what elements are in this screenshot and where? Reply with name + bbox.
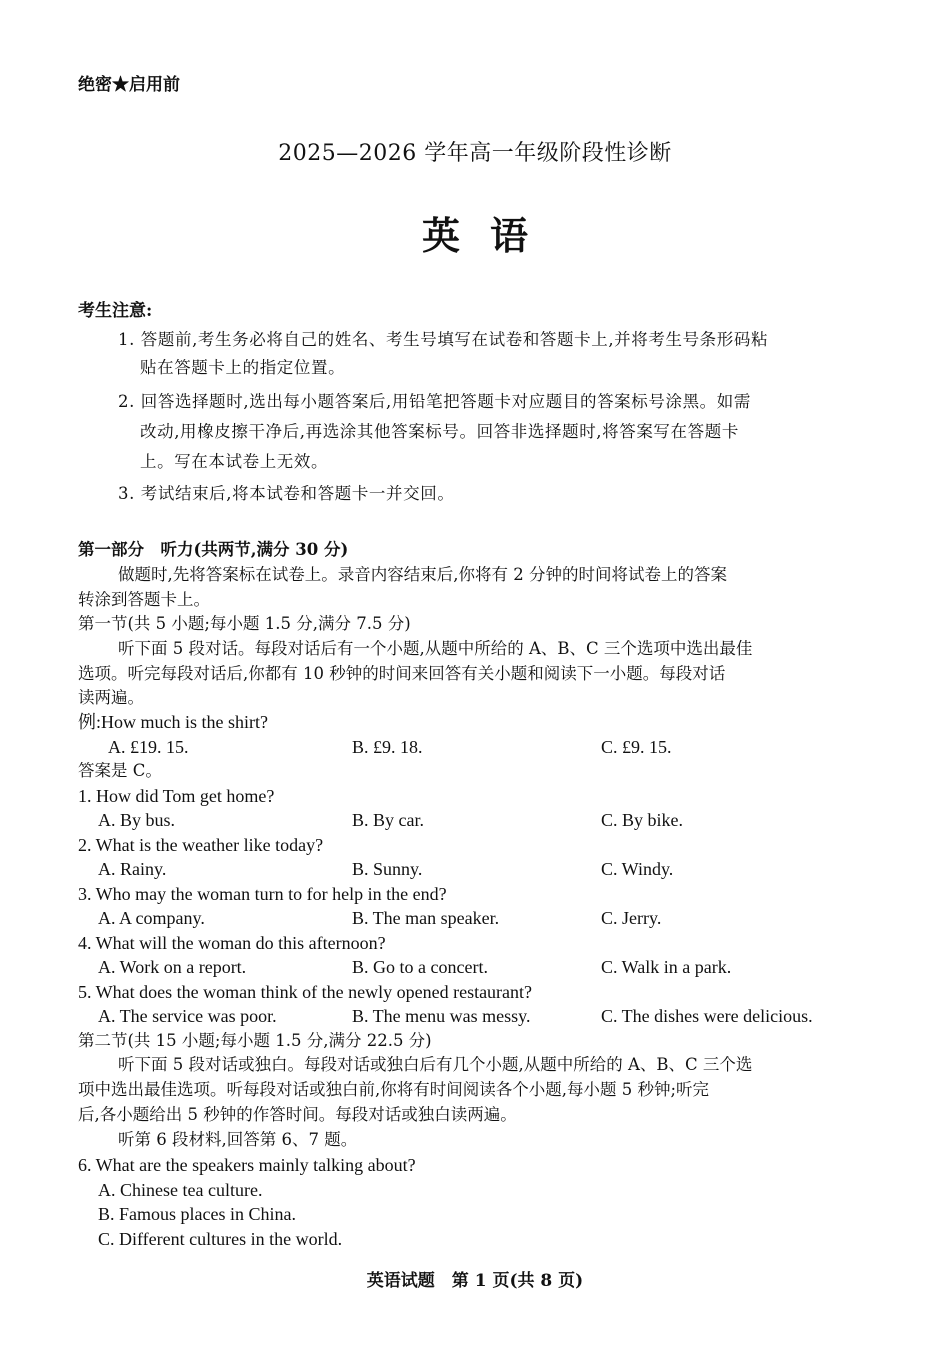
section1-instructions-cont2: 读两遍。 bbox=[78, 688, 144, 707]
notice-item-3: 3. 考试结束后,将本试卷和答题卡一并交回。 bbox=[118, 484, 455, 503]
question-2: 2. What is the weather like today? bbox=[78, 835, 324, 855]
q1-option-b: B. By car. bbox=[352, 810, 424, 830]
question-4: 4. What will the woman do this afternoon? bbox=[78, 933, 386, 953]
q1-option-c: C. By bike. bbox=[601, 810, 684, 830]
example-answer: 答案是 C。 bbox=[78, 761, 162, 780]
notice-item-2: 2. 回答选择题时,选出每小题答案后,用铅笔把答题卡对应题目的答案标号涂黑。如需 bbox=[118, 392, 751, 411]
subject-title: 英语 bbox=[421, 213, 558, 258]
section2-heading: 第二节(共 15 小题;每小题 1.5 分,满分 22.5 分) bbox=[78, 1031, 432, 1050]
example-option-a: A. £19. 15. bbox=[108, 737, 189, 757]
q2-option-a: A. Rainy. bbox=[98, 859, 167, 879]
notice-item-2-cont2: 上。写在本试卷上无效。 bbox=[140, 452, 329, 471]
part1-intro: 做题时,先将答案标在试卷上。录音内容结束后,你将有 2 分钟的时间将试卷上的答案 bbox=[118, 565, 727, 584]
material-6-instruction: 听第 6 段材料,回答第 6、7 题。 bbox=[118, 1130, 358, 1149]
part1-heading: 第一部分 听力(共两节,满分 30 分) bbox=[78, 540, 349, 559]
q3-option-a: A. A company. bbox=[98, 908, 205, 928]
exam-title: 2025—2026 学年高一年级阶段性诊断 bbox=[278, 141, 672, 166]
q1-option-a: A. By bus. bbox=[98, 810, 176, 830]
q5-option-c: C. The dishes were delicious. bbox=[601, 1006, 813, 1026]
section2-instructions-cont: 项中选出最佳选项。听每段对话或独白前,你将有时间阅读各个小题,每小题 5 秒钟;听完 bbox=[78, 1080, 710, 1099]
question-6: 6. What are the speakers mainly talking about? bbox=[78, 1155, 416, 1175]
q3-option-b: B. The man speaker. bbox=[352, 908, 500, 928]
section2-instructions: 听下面 5 段对话或独白。每段对话或独白后有几个小题,从题中所给的 A、B、C 三个选 bbox=[118, 1055, 753, 1074]
q6-option-b: B. Famous places in China. bbox=[98, 1204, 296, 1224]
section1-heading: 第一节(共 5 小题;每小题 1.5 分,满分 7.5 分) bbox=[78, 614, 411, 633]
q4-option-b: B. Go to a concert. bbox=[352, 957, 488, 977]
q5-option-a: A. The service was poor. bbox=[98, 1006, 277, 1026]
notice-heading: 考生注意: bbox=[78, 301, 153, 321]
q4-option-c: C. Walk in a park. bbox=[601, 957, 732, 977]
q2-option-b: B. Sunny. bbox=[352, 859, 423, 879]
example-option-c: C. £9. 15. bbox=[601, 737, 672, 757]
confidential-mark: 绝密★启用前 bbox=[78, 75, 180, 95]
question-5: 5. What does the woman think of the newly opened restaurant? bbox=[78, 982, 533, 1002]
notice-item-1-cont: 贴在答题卡上的指定位置。 bbox=[140, 358, 346, 377]
q6-option-a: A. Chinese tea culture. bbox=[98, 1180, 263, 1200]
page-footer: 英语试题 第 1 页(共 8 页) bbox=[366, 1271, 584, 1291]
question-1: 1. How did Tom get home? bbox=[78, 786, 275, 806]
q3-option-c: C. Jerry. bbox=[601, 908, 662, 928]
example-question: 例:How much is the shirt? bbox=[78, 712, 268, 732]
q2-option-c: C. Windy. bbox=[601, 859, 674, 879]
notice-item-2-cont: 改动,用橡皮擦干净后,再选涂其他答案标号。回答非选择题时,将答案写在答题卡 bbox=[140, 422, 739, 441]
q6-option-c: C. Different cultures in the world. bbox=[98, 1229, 343, 1249]
part1-intro-cont: 转涂到答题卡上。 bbox=[78, 590, 210, 609]
notice-item-1: 1. 答题前,考生务必将自己的姓名、考生号填写在试卷和答题卡上,并将考生号条形码粘 bbox=[118, 330, 769, 349]
q4-option-a: A. Work on a report. bbox=[98, 957, 247, 977]
section1-instructions-cont: 选项。听完每段对话后,你都有 10 秒钟的时间来回答有关小题和阅读下一小题。每段对话 bbox=[78, 664, 726, 683]
example-option-b: B. £9. 18. bbox=[352, 737, 423, 757]
question-3: 3. Who may the woman turn to for help in the end? bbox=[78, 884, 447, 904]
q5-option-b: B. The menu was messy. bbox=[352, 1006, 531, 1026]
section2-instructions-cont2: 后,各小题给出 5 秒钟的作答时间。每段对话或独白读两遍。 bbox=[78, 1105, 517, 1124]
section1-instructions: 听下面 5 段对话。每段对话后有一个小题,从题中所给的 A、B、C 三个选项中选出最佳 bbox=[118, 639, 753, 658]
